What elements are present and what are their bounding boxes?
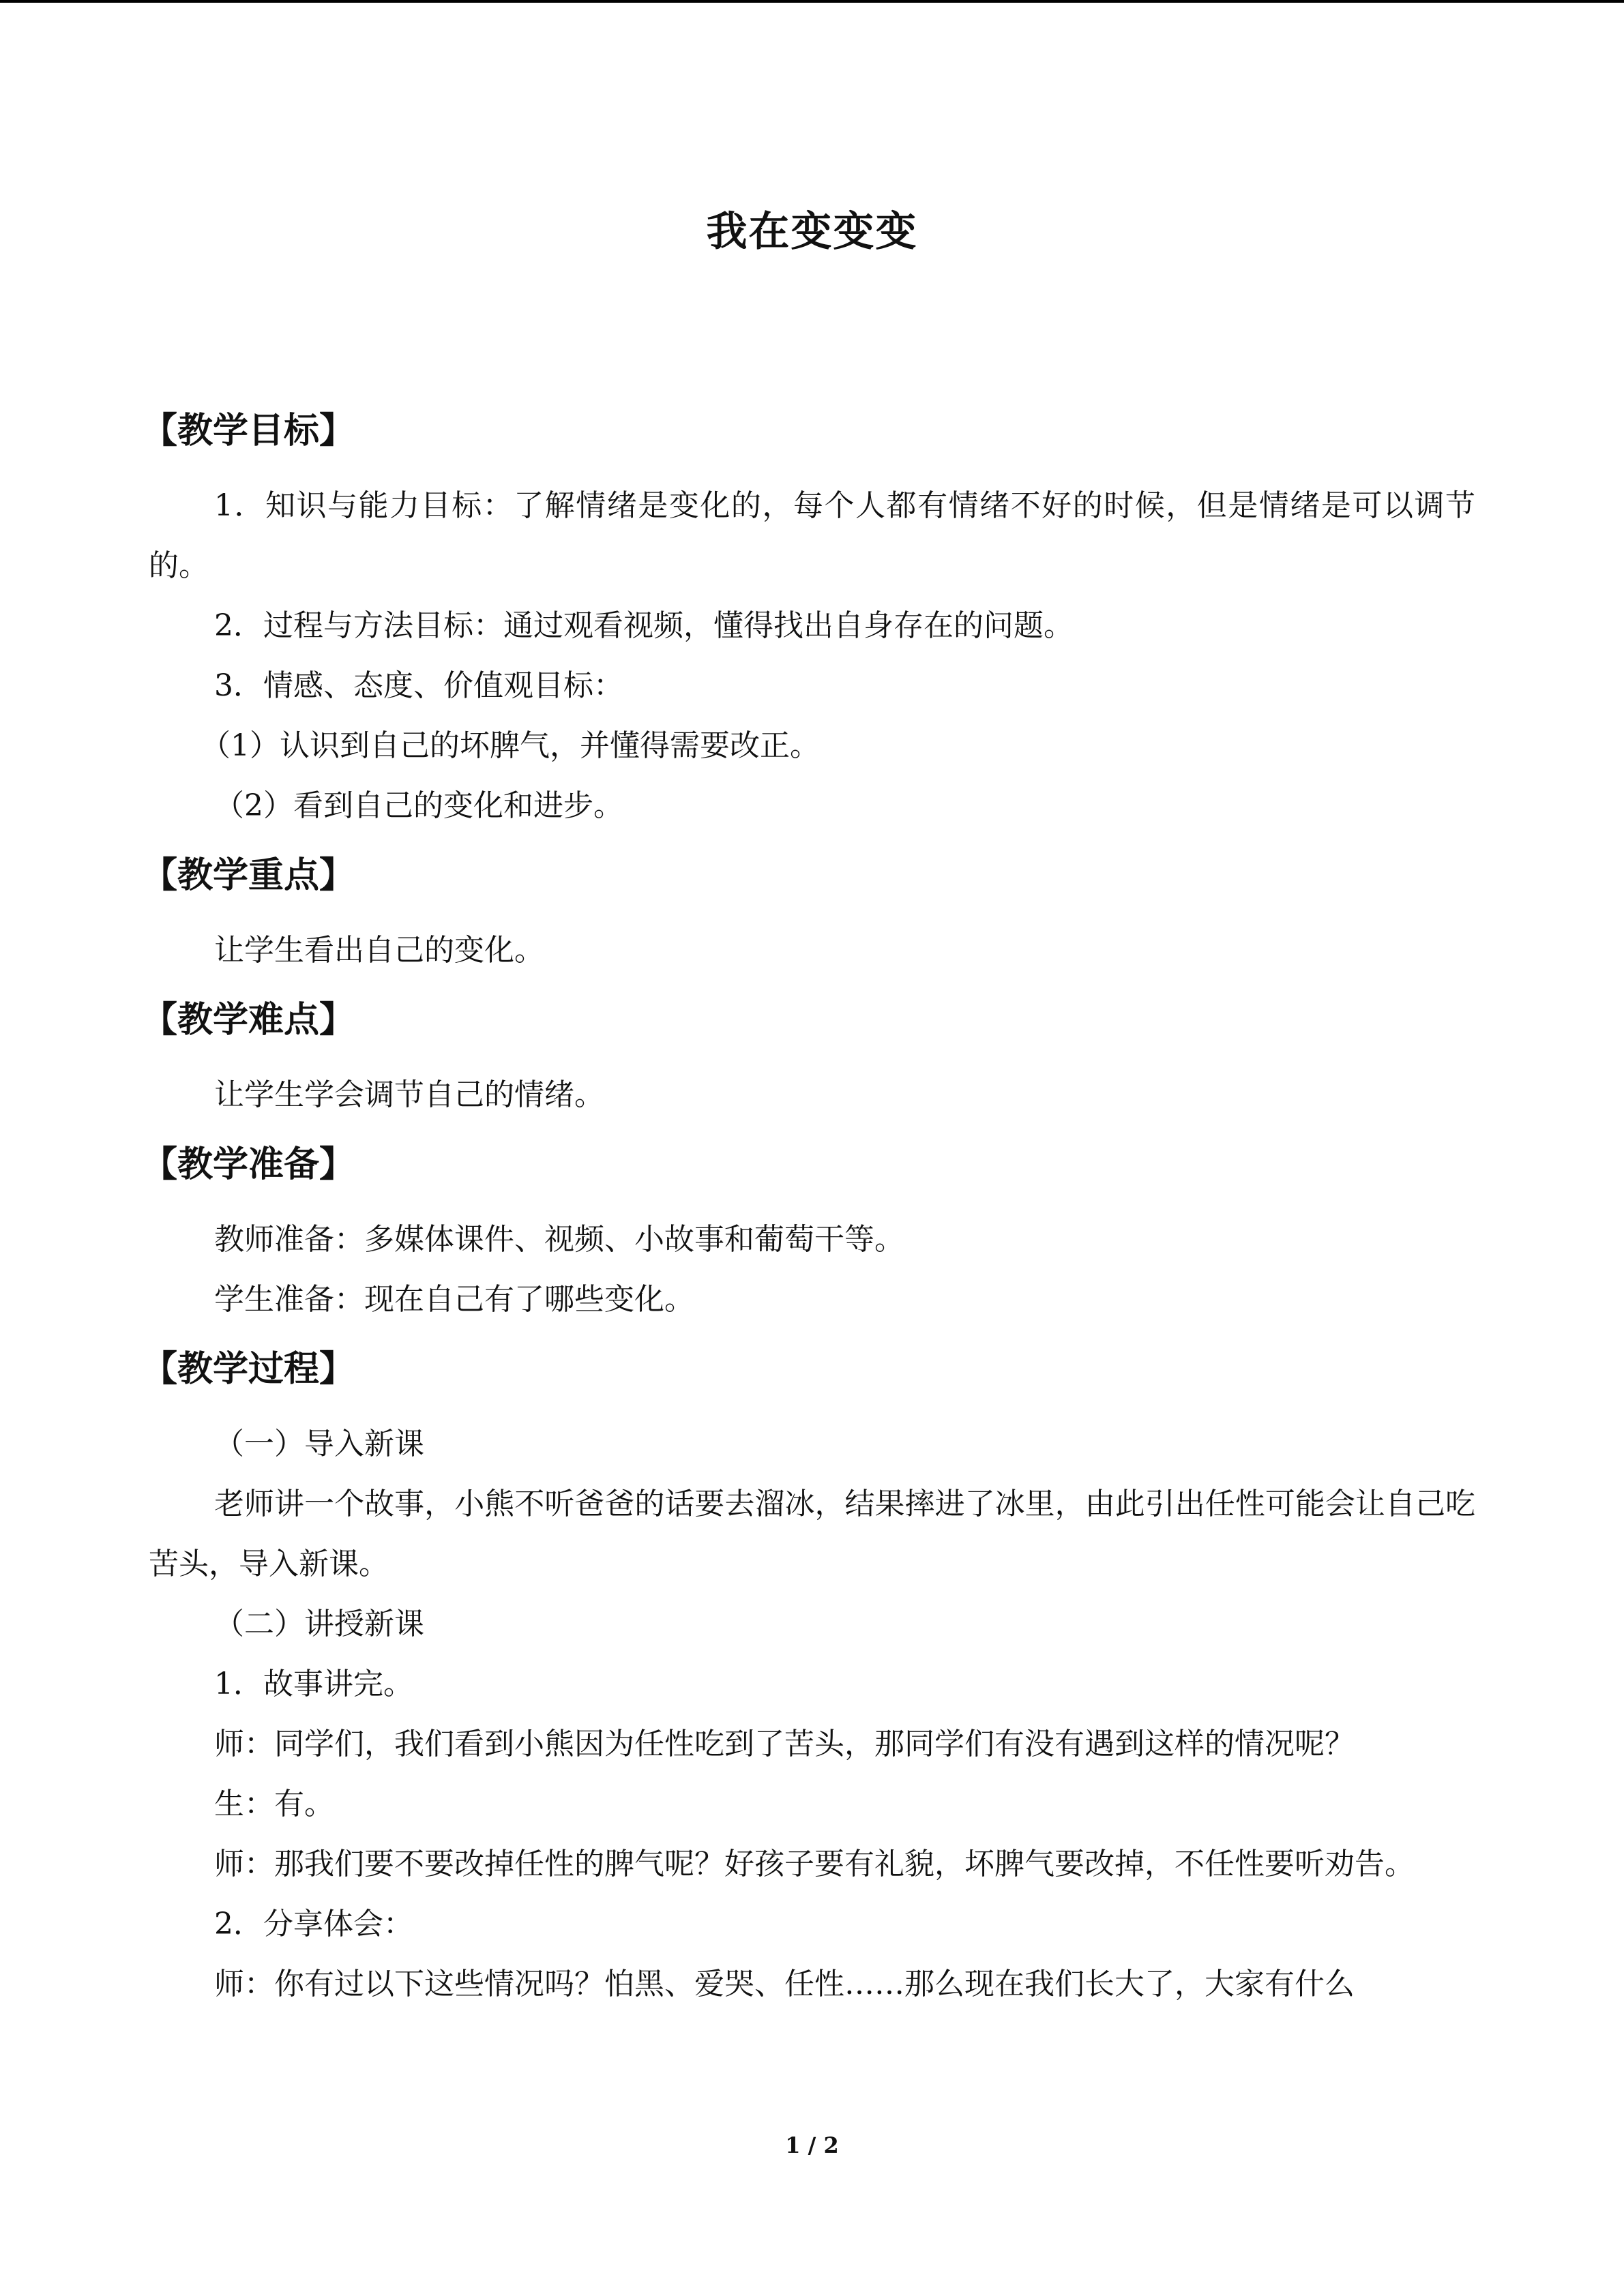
section-heading: 【教学过程】 xyxy=(142,1349,355,1390)
paragraph: 师：那我们要不要改掉任性的脾气呢？好孩子要有礼貌，坏脾气要改掉，不任性要听劝告。 xyxy=(214,1847,1415,1881)
paragraph: （1）认识到自己的坏脾气，并懂得需要改正。 xyxy=(201,728,820,763)
paragraph: 1．知识与能力目标：了解情绪是变化的，每个人都有情绪不好的时候，但是情绪是可以调节的。 xyxy=(149,488,1475,583)
section-teaching-objectives xyxy=(142,405,1475,836)
section-heading: 【教学准备】 xyxy=(142,1144,355,1185)
paragraph: 3．情感、态度、价值观目标： xyxy=(214,668,623,703)
paragraph: 教师准备：多媒体课件、视频、小故事和葡萄干等。 xyxy=(214,1222,904,1257)
section-heading: 【教学目标】 xyxy=(142,411,355,451)
document-page xyxy=(142,205,1475,2014)
section-heading: 【教学重点】 xyxy=(142,855,355,896)
paragraph: 2．过程与方法目标：通过观看视频，懂得找出自身存在的问题。 xyxy=(214,608,1074,643)
section-teaching-difficulty xyxy=(142,994,1475,1125)
section-teaching-process xyxy=(142,1343,1475,2014)
paragraph: 师：你有过以下这些情况吗？怕黑、爱哭、任性……那么现在我们长大了，大家有什么 xyxy=(214,1967,1355,2001)
paragraph: 学生准备：现在自己有了哪些变化。 xyxy=(214,1282,694,1317)
section-teaching-preparation xyxy=(142,1139,1475,1330)
paragraph: 老师讲一个故事，小熊不听爸爸的话要去溜冰，结果摔进了冰里，由此引出任性可能会让自己吃苦头，导入新课。 xyxy=(149,1487,1475,1581)
paragraph: （2）看到自己的变化和进步。 xyxy=(214,788,623,823)
document-title: 我在变变变 xyxy=(706,208,918,256)
paragraph: 1．故事讲完。 xyxy=(214,1667,413,1701)
paragraph: 2．分享体会： xyxy=(214,1907,413,1941)
paragraph: （一）导入新课 xyxy=(214,1427,424,1461)
section-heading: 【教学难点】 xyxy=(142,1000,355,1041)
section-teaching-focus xyxy=(142,850,1475,981)
paragraph: 师：同学们，我们看到小熊因为任性吃到了苦头，那同学们有没有遇到这样的情况呢？ xyxy=(214,1727,1355,1761)
top-border-line xyxy=(0,0,1624,3)
page-number: 1 / 2 xyxy=(785,2132,839,2158)
paragraph: 生：有。 xyxy=(214,1787,334,1821)
paragraph: （二）讲授新课 xyxy=(214,1607,424,1641)
paragraph: 让学生看出自己的变化。 xyxy=(214,933,544,968)
paragraph: 让学生学会调节自己的情绪。 xyxy=(214,1077,604,1112)
